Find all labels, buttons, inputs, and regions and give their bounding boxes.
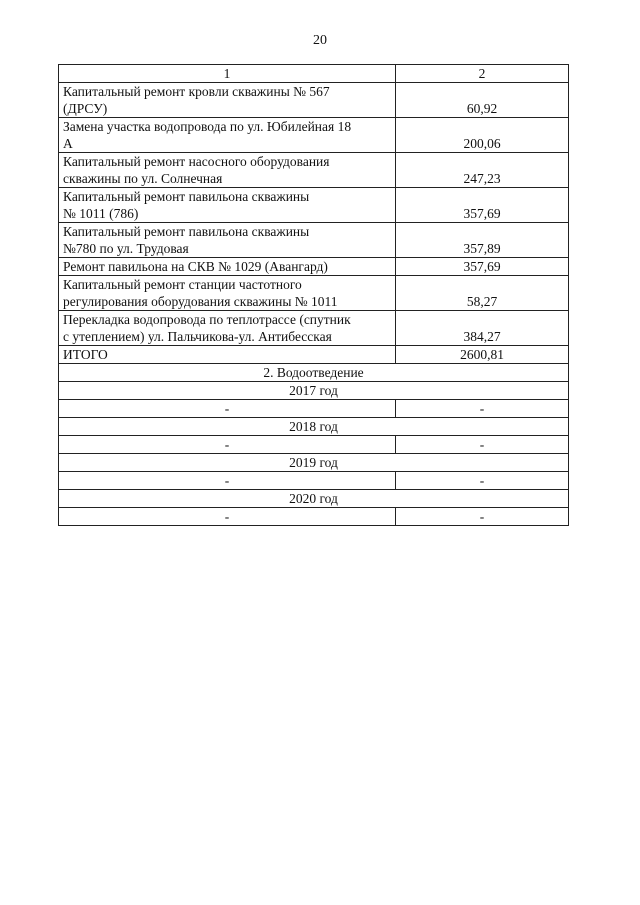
year-row <box>59 490 569 508</box>
page-number: 20 <box>313 33 327 48</box>
cost-table <box>58 64 569 526</box>
row-value: 60,92 <box>396 83 569 118</box>
row-description <box>59 311 396 346</box>
total-value: 2600,81 <box>396 346 569 364</box>
description-line: Капитальный ремонт насосного оборудования <box>63 154 330 169</box>
table-header-row <box>59 65 569 83</box>
description-line: Капитальный ремонт станции частотного <box>63 277 302 292</box>
section-title: 2. Водоотведение <box>59 364 569 382</box>
year-row <box>59 454 569 472</box>
description-line: № 1011 (786) <box>63 206 139 221</box>
header-cell-1: 1 <box>59 65 396 83</box>
row-value: 357,69 <box>396 188 569 223</box>
row-description <box>59 118 396 153</box>
section-row <box>59 364 569 382</box>
description-line: Перекладка водопровода по теплотрассе (спутник <box>63 312 351 327</box>
row-description <box>59 258 396 276</box>
year-value-col1: - <box>59 472 396 490</box>
year-values-row <box>59 400 569 418</box>
table-row <box>59 83 569 118</box>
year-value-col1: - <box>59 436 396 454</box>
year-row <box>59 418 569 436</box>
year-row <box>59 382 569 400</box>
table-row <box>59 311 569 346</box>
year-title: 2017 год <box>59 382 569 400</box>
row-value: 357,89 <box>396 223 569 258</box>
table-row <box>59 118 569 153</box>
description-line: А <box>63 136 73 151</box>
year-title: 2019 год <box>59 454 569 472</box>
header-cell-2: 2 <box>396 65 569 83</box>
description-line: Капитальный ремонт павильона скважины <box>63 224 310 239</box>
total-label: ИТОГО <box>59 346 396 364</box>
year-title: 2020 год <box>59 490 569 508</box>
year-value-col2: - <box>396 400 569 418</box>
table-row <box>59 276 569 311</box>
row-value: 247,23 <box>396 153 569 188</box>
year-values-row <box>59 508 569 526</box>
table-row <box>59 258 569 276</box>
row-description <box>59 188 396 223</box>
description-line: Замена участка водопровода по ул. Юбилейная 18 <box>63 119 352 134</box>
row-description <box>59 276 396 311</box>
year-values-row <box>59 436 569 454</box>
description-line: Капитальный ремонт павильона скважины <box>63 189 310 204</box>
table-row <box>59 188 569 223</box>
description-line: Капитальный ремонт кровли скважины № 567 <box>63 84 330 99</box>
row-description <box>59 83 396 118</box>
description-line: №780 по ул. Трудовая <box>63 241 189 256</box>
row-value: 200,06 <box>396 118 569 153</box>
table-row <box>59 223 569 258</box>
total-row <box>59 346 569 364</box>
table-row <box>59 153 569 188</box>
row-description <box>59 153 396 188</box>
description-line: скважины по ул. Солнечная <box>63 171 223 186</box>
year-value-col2: - <box>396 508 569 526</box>
year-value-col1: - <box>59 508 396 526</box>
description-line: с утеплением) ул. Пальчикова-ул. Антибесская <box>63 329 332 344</box>
year-title: 2018 год <box>59 418 569 436</box>
row-value: 357,69 <box>396 258 569 276</box>
year-value-col2: - <box>396 472 569 490</box>
year-values-row <box>59 472 569 490</box>
year-value-col2: - <box>396 436 569 454</box>
description-line: (ДРСУ) <box>63 101 108 116</box>
row-value: 384,27 <box>396 311 569 346</box>
year-value-col1: - <box>59 400 396 418</box>
row-description <box>59 223 396 258</box>
description-line: регулирования оборудования скважины № 1011 <box>63 294 338 309</box>
description-line: Ремонт павильона на СКВ № 1029 (Авангард) <box>63 259 328 274</box>
row-value: 58,27 <box>396 276 569 311</box>
